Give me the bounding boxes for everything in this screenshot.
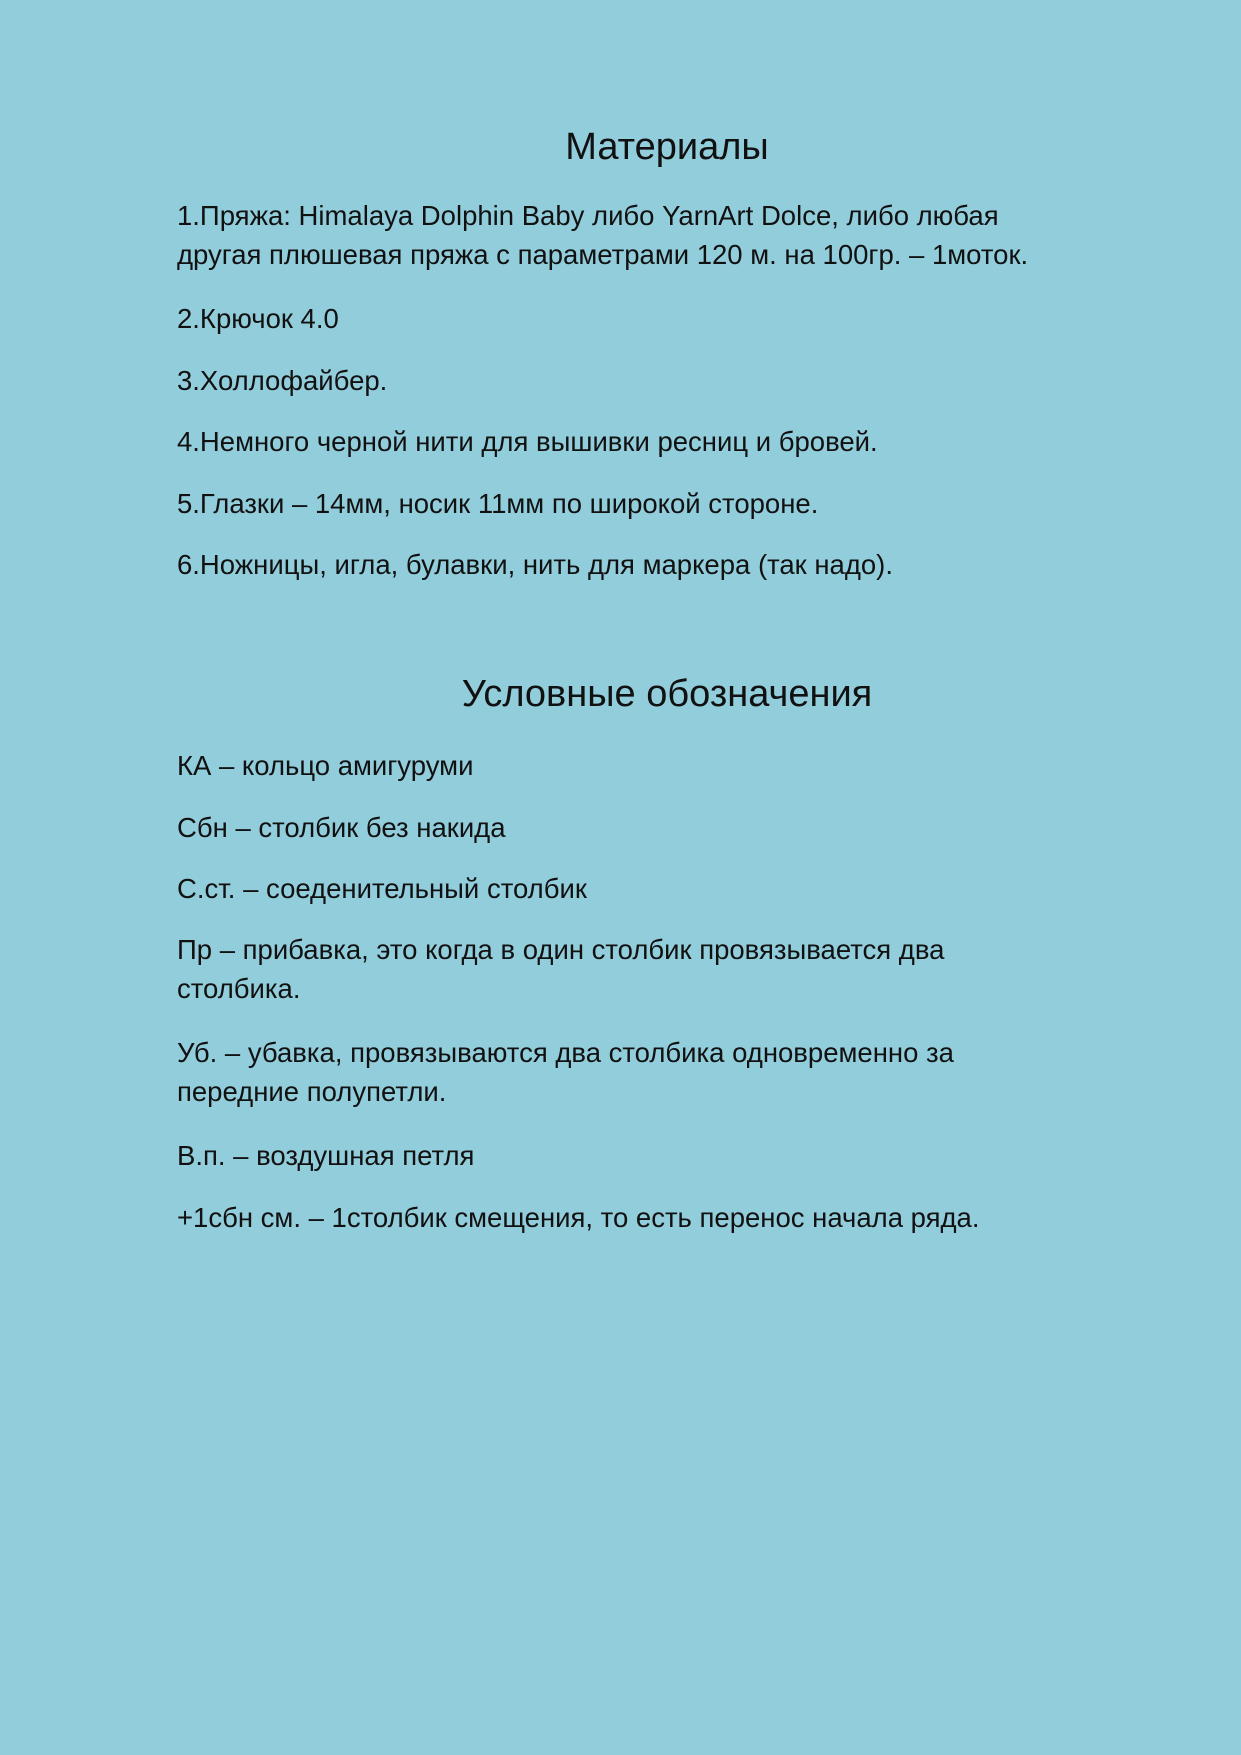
legend-item-pr-line-1: Пр – прибавка, это когда в один столбик провязывается два [177, 934, 945, 965]
legend-item-pr [177, 930, 1157, 1008]
legend-item-sbn: Сбн – столбик без накида [177, 812, 506, 843]
materials-item-3: 3.Холлофайбер. [177, 365, 388, 396]
legend-item-ka: КА – кольцо амигуруми [177, 750, 474, 781]
legend-item-ub-line-2: передние полупетли. [177, 1076, 447, 1107]
materials-item-5: 5.Глазки – 14мм, носик 11мм по широкой стороне. [177, 488, 819, 519]
legend-title: Условные обозначения [461, 673, 873, 715]
legend-item-ub-line-1: Уб. – убавка, провязываются два столбика одновременно за [177, 1037, 954, 1068]
legend-item-vp: В.п. – воздушная петля [177, 1140, 475, 1171]
legend-item-sst: С.ст. – соеденительный столбик [177, 873, 587, 904]
materials-item-6: 6.Ножницы, игла, булавки, нить для маркера (так надо). [177, 549, 893, 580]
legend-item-pr-line-2: столбика. [177, 973, 301, 1004]
materials-item-4: 4.Немного черной нити для вышивки ресниц и бровей. [177, 426, 878, 457]
materials-item-1-line-1: 1.Пряжа: Himalaya Dolphin Baby либо YarnArt Dolce, либо любая [177, 200, 999, 231]
materials-item-2: 2.Крючок 4.0 [177, 303, 339, 334]
materials-item-1 [177, 196, 1157, 274]
legend-item-ub [177, 1033, 1157, 1111]
legend-item-smeshenie: +1сбн см. – 1столбик смещения, то есть перенос начала ряда. [177, 1202, 980, 1233]
materials-title: Материалы [565, 126, 769, 168]
materials-item-1-line-2: другая плюшевая пряжа с параметрами 120 м. на 100гр. – 1моток. [177, 239, 1029, 270]
